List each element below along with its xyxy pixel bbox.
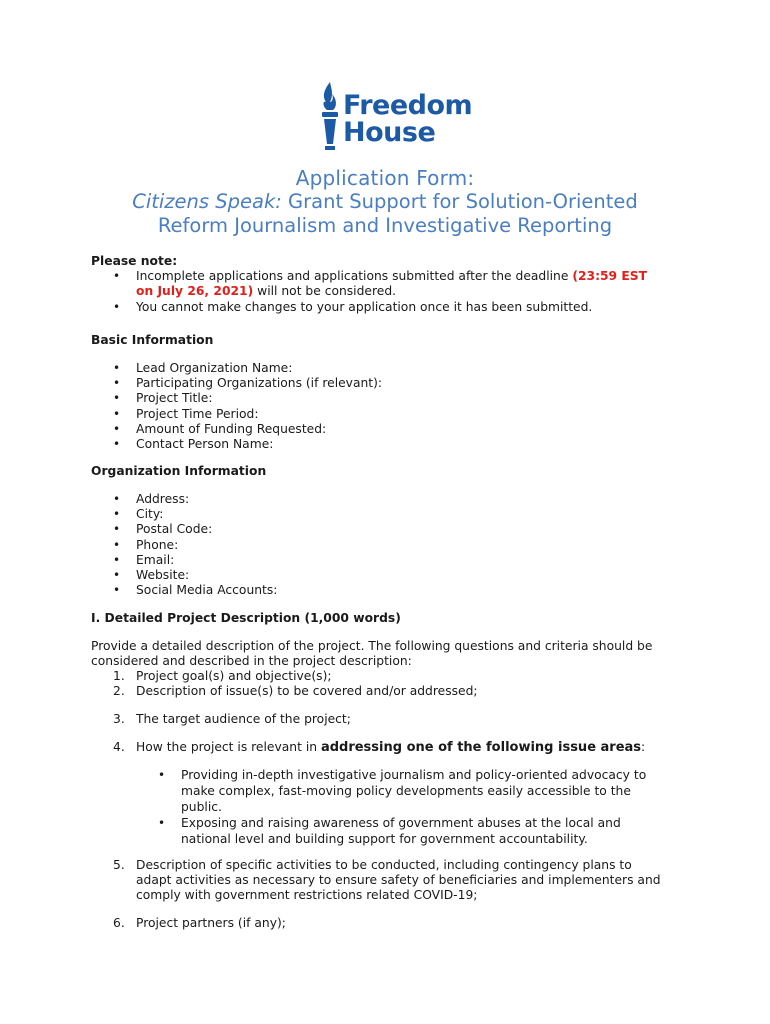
logo-line-1: Freedom <box>343 90 473 121</box>
basic-info-field-5: Amount of Funding Requested: <box>136 421 327 436</box>
bullet-icon: • <box>113 507 121 522</box>
list-number: 3. <box>113 712 125 726</box>
criteria-item-5-line-2: adapt activities as necessary to ensure safety of beneficiaries and implementers and <box>136 873 661 887</box>
logo-wordmark <box>343 92 472 146</box>
note-item-2: You cannot make changes to your application once it has been submitted. <box>136 300 593 314</box>
criteria-item-4: How the project is relevant in addressing one of the following issue areas: <box>136 740 646 755</box>
basic-info-field-2: Participating Organizations (if relevant): <box>136 376 383 391</box>
list-number: 4. <box>113 740 125 754</box>
issue-area-1-line-1: Providing in-depth investigative journalism and policy-oriented advocacy to <box>181 768 647 782</box>
section-1-intro-line-1: Provide a detailed description of the project. The following questions and criteria should be <box>91 639 653 653</box>
bullet-icon: • <box>113 269 121 283</box>
freedom-house-logo <box>318 80 478 154</box>
criteria-item-2: Description of issue(s) to be covered and/or addressed; <box>136 684 478 698</box>
logo-line-2: House <box>343 117 436 148</box>
bullet-icon: • <box>113 552 121 567</box>
list-number: 1. <box>113 669 125 683</box>
basic-info-field-6: Contact Person Name: <box>136 437 274 451</box>
list-number: 6. <box>113 916 125 930</box>
bullet-icon: • <box>113 391 121 406</box>
bullet-icon: • <box>158 816 166 830</box>
bullet-icon: • <box>113 492 121 506</box>
criteria-item-1: Project goal(s) and objective(s); <box>136 669 332 683</box>
org-info-field-2: City: <box>136 507 164 522</box>
list-number: 5. <box>113 858 125 872</box>
org-info-field-3: Postal Code: <box>136 522 213 537</box>
basic-info-heading: Basic Information <box>91 333 214 347</box>
form-title: Application Form: <box>295 166 475 190</box>
bullet-icon: • <box>113 361 121 375</box>
form-subtitle-line-1: Citizens Speak: Grant Support for Solution-Oriented <box>132 190 638 213</box>
basic-info-field-4: Project Time Period: <box>136 406 259 421</box>
basic-info-field-3: Project Title: <box>136 391 213 406</box>
org-info-field-6: Website: <box>136 568 190 582</box>
bullet-icon: • <box>113 406 121 421</box>
list-number: 2. <box>113 684 125 698</box>
note-item-1-cont: on July 26, 2021) will not be considered. <box>136 284 397 298</box>
bullet-icon: • <box>113 376 121 391</box>
bullet-icon: • <box>158 768 166 782</box>
criteria-item-5-line-3: comply with government restrictions related COVID-19; <box>136 888 478 902</box>
bullet-icon: • <box>113 537 121 552</box>
section-1-intro-line-2: considered and described in the project description: <box>91 654 412 668</box>
bullet-icon: • <box>113 437 121 451</box>
program-name: Citizens Speak: <box>132 190 282 213</box>
basic-info-field-1: Lead Organization Name: <box>136 361 293 375</box>
section-1-heading: I. Detailed Project Description (1,000 words) <box>91 611 401 625</box>
org-info-field-5: Email: <box>136 552 175 567</box>
bullet-icon: • <box>113 568 121 582</box>
note-item-1: Incomplete applications and applications submitted after the deadline (23:59 EST <box>136 269 648 283</box>
org-info-field-7: Social Media Accounts: <box>136 583 278 598</box>
issue-area-1-line-2: make complex, fast-moving policy developments easily accessible to the <box>181 784 631 798</box>
form-subtitle-line-2: Reform Journalism and Investigative Reporting <box>157 214 613 237</box>
please-note-heading: Please note: <box>91 254 178 268</box>
bullet-icon: • <box>113 300 121 314</box>
org-info-heading: Organization Information <box>91 464 267 478</box>
bullet-icon: • <box>113 583 121 598</box>
criteria-item-5-line-1: Description of specific activities to be conducted, including contingency plans to <box>136 858 632 872</box>
org-info-field-1: Address: <box>136 492 190 506</box>
issue-area-1-line-3: public. <box>181 800 222 814</box>
bullet-icon: • <box>113 421 121 436</box>
criteria-item-3: The target audience of the project; <box>136 712 351 726</box>
torch-icon <box>318 80 342 154</box>
criteria-item-6: Project partners (if any); <box>136 916 286 930</box>
bullet-icon: • <box>113 522 121 537</box>
issue-area-2-line-2: national level and building support for government accountability. <box>181 832 588 846</box>
org-info-field-4: Phone: <box>136 537 179 552</box>
issue-area-2-line-1: Exposing and raising awareness of government abuses at the local and <box>181 816 621 830</box>
